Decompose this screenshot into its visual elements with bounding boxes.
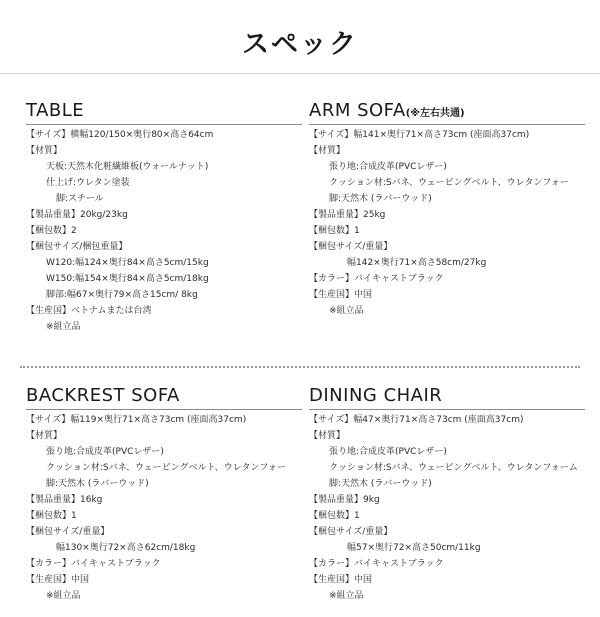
spec-line: 幅142×奥行71×高さ58cm/27kg <box>347 258 487 268</box>
spec-section-table <box>26 100 302 335</box>
spec-line: 脚:天然木 (ラバーウッド) <box>46 479 149 489</box>
spec-line: ※組立品 <box>46 591 81 601</box>
spec-line: 【梱包数】1 <box>26 511 77 521</box>
spec-lines <box>26 412 302 604</box>
section-heading <box>26 385 302 410</box>
spec-line: 脚:スチール <box>56 194 104 204</box>
spec-line: 張り地:合成皮革(PVCレザー) <box>46 447 164 457</box>
spec-line: 脚:天然木 (ラバーウッド) <box>329 479 432 489</box>
spec-line: W120:幅124×奥行84×高さ5cm/15kg <box>46 258 209 268</box>
spec-line: 【梱包数】1 <box>309 511 360 521</box>
spec-line: 幅130×奥行72×高さ62cm/18kg <box>56 543 196 553</box>
title-divider <box>0 73 600 74</box>
spec-line: 【梱包サイズ/重量】 <box>309 242 393 252</box>
section-heading-note: (※左右共通) <box>405 108 465 119</box>
section-heading-text: BACKREST SOFA <box>26 385 180 406</box>
spec-line: 【サイズ】幅47×奥行71×高さ73cm (座面高37cm) <box>309 415 524 425</box>
spec-line: 【生産国】ベトナムまたは台湾 <box>26 306 152 316</box>
spec-line: 【カラー】バイキャストブラック <box>309 559 444 569</box>
spec-line: 【サイズ】幅141×奥行71×高さ73cm (座面高37cm) <box>309 130 530 140</box>
spec-section-dining-chair <box>309 385 585 604</box>
spec-section-backrest-sofa <box>26 385 302 604</box>
spec-line: 【生産国】中国 <box>309 575 373 585</box>
spec-line: 【製品重量】16kg <box>26 495 103 505</box>
spec-line: 脚部:幅67×奥行79×高さ15cm/ 8kg <box>46 290 198 300</box>
spec-lines <box>26 127 302 335</box>
spec-line: 【梱包サイズ/梱包重量】 <box>26 242 128 252</box>
spec-line: クッション材:Sバネ、ウェービングベルト、ウレタンフォー <box>329 178 569 188</box>
spec-line: 天板:天然木化粧繊維板(ウォールナット) <box>46 162 209 172</box>
spec-section-arm-sofa <box>309 100 585 319</box>
spec-line: 【製品重量】9kg <box>309 495 380 505</box>
spec-line: 【梱包サイズ/重量】 <box>26 527 110 537</box>
page-title: スペック <box>242 29 358 60</box>
section-heading-text: ARM SOFA <box>309 100 406 121</box>
spec-line: 仕上げ:ウレタン塗装 <box>46 178 130 188</box>
spec-line: 【生産国】中国 <box>309 290 373 300</box>
spec-line: 【生産国】中国 <box>26 575 90 585</box>
section-heading-text: DINING CHAIR <box>309 385 443 406</box>
section-heading-text: TABLE <box>26 100 85 121</box>
spec-line: ※組立品 <box>46 322 81 332</box>
spec-line: クッション材:Sバネ、ウェービングベルト、ウレタンフォー <box>46 463 286 473</box>
section-heading <box>26 100 302 125</box>
section-heading <box>309 100 585 125</box>
spec-line: 【カラー】バイキャストブラック <box>309 274 444 284</box>
spec-line: クッション材:Sバネ、ウェービングベルト、ウレタンフォーム <box>329 463 578 473</box>
spec-lines <box>309 127 585 319</box>
section-heading <box>309 385 585 410</box>
spec-line: 【梱包サイズ/重量】 <box>309 527 393 537</box>
spec-lines <box>309 412 585 604</box>
spec-line: 【梱包数】2 <box>26 226 77 236</box>
spec-line: 【材質】 <box>26 146 63 156</box>
spec-line: 【材質】 <box>26 431 63 441</box>
spec-line: 張り地:合成皮革(PVCレザー) <box>329 447 447 457</box>
spec-line: 幅57×奥行72×高さ50cm/11kg <box>347 543 481 553</box>
spec-line: 【材質】 <box>309 146 346 156</box>
spec-line: 張り地:合成皮革(PVCレザー) <box>329 162 447 172</box>
spec-line: 【製品重量】25kg <box>309 210 386 220</box>
spec-line: 【材質】 <box>309 431 346 441</box>
spec-line: W150:幅154×奥行84×高さ5cm/18kg <box>46 274 209 284</box>
spec-line: 【カラー】バイキャストブラック <box>26 559 161 569</box>
spec-line: ※組立品 <box>329 591 364 601</box>
spec-line: 【製品重量】20kg/23kg <box>26 210 128 220</box>
spec-line: 【サイズ】幅119×奥行71×高さ73cm (座面高37cm) <box>26 415 247 425</box>
spec-line: 【サイズ】横幅120/150×奥行80×高さ64cm <box>26 130 214 140</box>
spec-line: 脚:天然木 (ラバーウッド) <box>329 194 432 204</box>
spec-line: ※組立品 <box>329 306 364 316</box>
spec-line: 【梱包数】1 <box>309 226 360 236</box>
section-divider <box>20 366 580 368</box>
